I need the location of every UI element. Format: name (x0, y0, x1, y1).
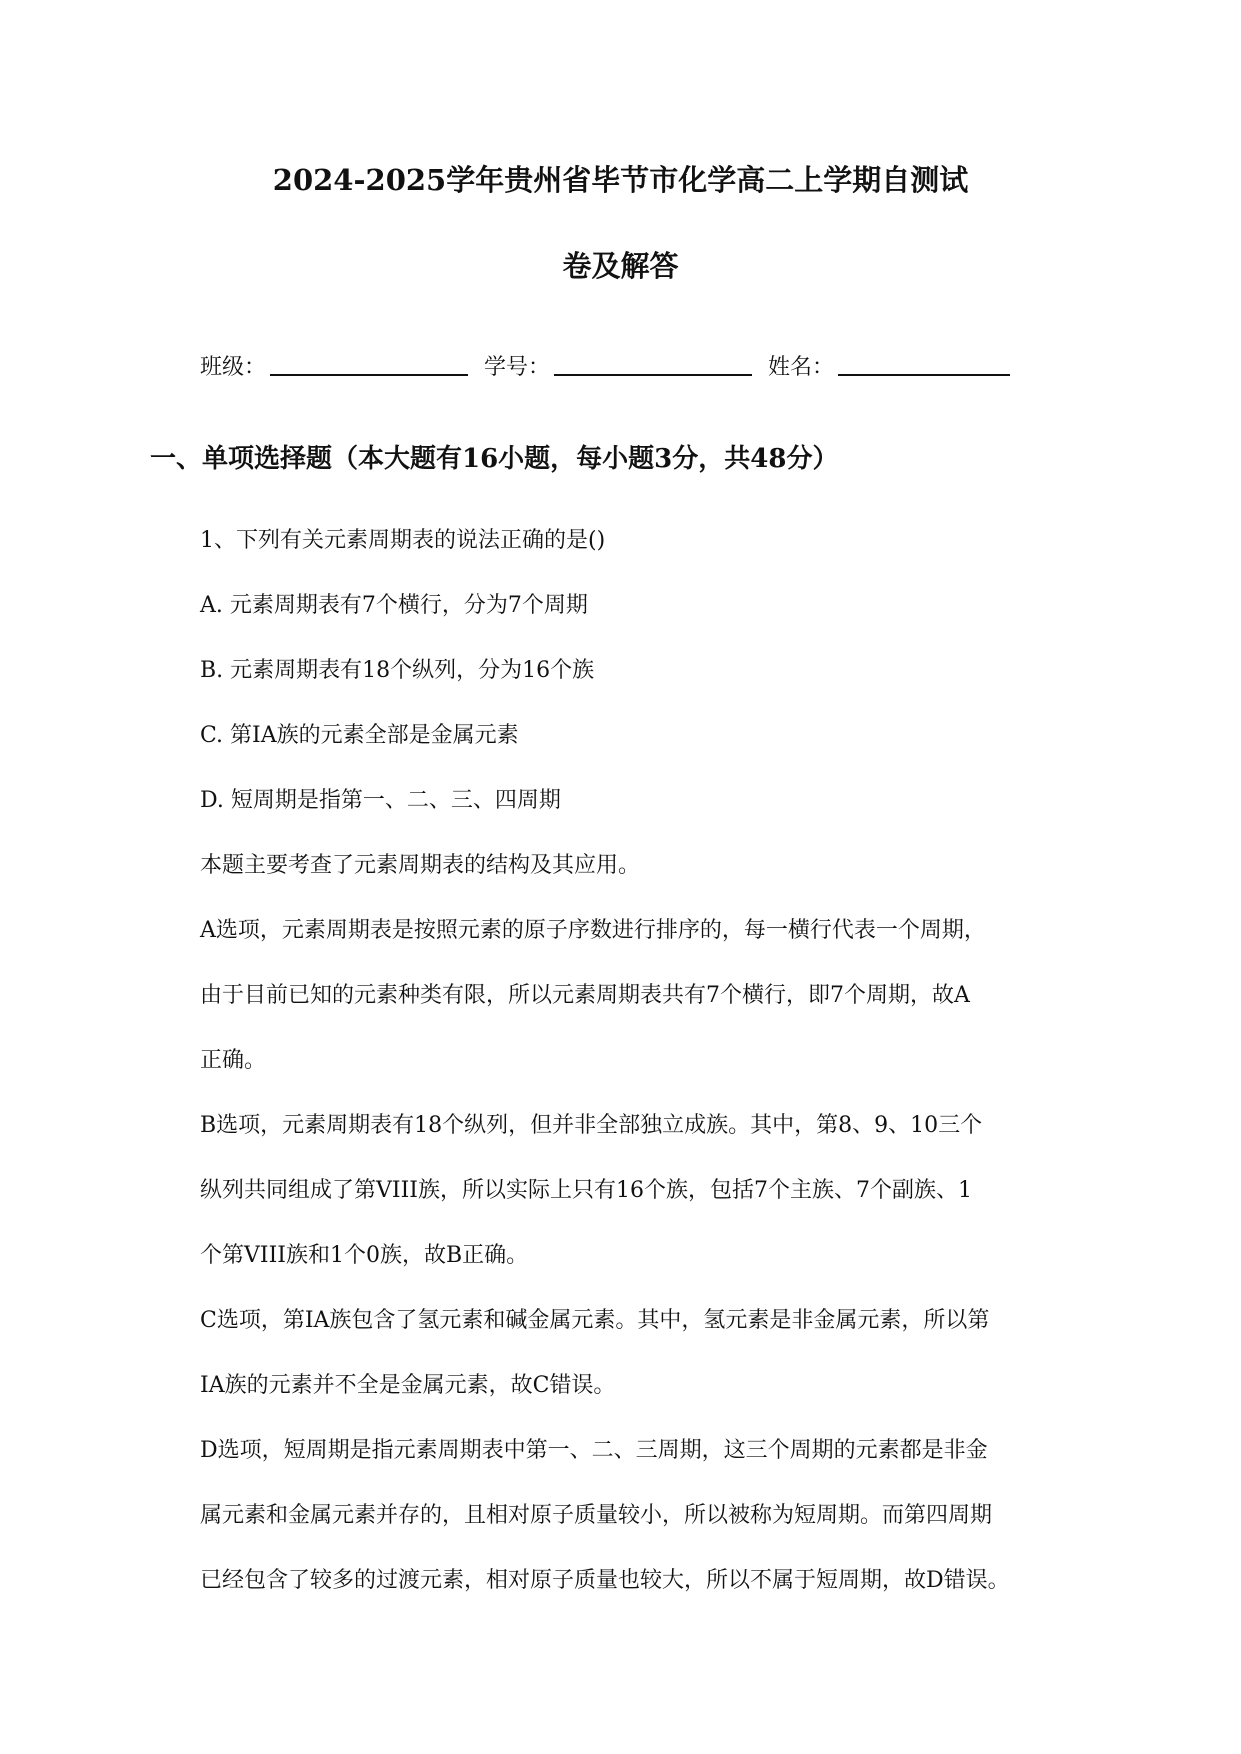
option-d: D. 短周期是指第一、二、三、四周期 (200, 788, 561, 813)
explanation-line: D选项，短周期是指元素周期表中第一、二、三周期，这三个周期的元素都是非金 (200, 1438, 988, 1463)
question-stem: 1、下列有关元素周期表的说法正确的是() (200, 528, 606, 553)
option-c: C. 第IA族的元素全部是金属元素 (200, 723, 519, 748)
explanation-line: 属元素和金属元素并存的，且相对原子质量较小，所以被称为短周期。而第四周期 (200, 1503, 993, 1528)
class-blank (270, 352, 468, 376)
student-info-row (200, 350, 1100, 381)
explanation-line: C选项，第IA族包含了氢元素和碱金属元素。其中，氢元素是非金属元素，所以第 (200, 1308, 990, 1333)
option-b: B. 元素周期表有18个纵列，分为16个族 (200, 658, 595, 683)
option-a: A. 元素周期表有7个横行，分为7个周期 (200, 593, 588, 618)
page-title-line-2: 卷及解答 (562, 249, 679, 283)
name-blank (838, 352, 1010, 376)
page-title-line-1: 2024-2025学年贵州省毕节市化学高二上学期自测试 (272, 163, 969, 197)
name-label: 姓名： (768, 355, 835, 380)
explanation-line: 纵列共同组成了第VIII族，所以实际上只有16个族，包括7个主族、7个副族、1 (200, 1178, 972, 1203)
explanation-line: 本题主要考查了元素周期表的结构及其应用。 (200, 853, 641, 878)
explanation-line: IA族的元素并不全是金属元素，故C错误。 (200, 1373, 616, 1398)
explanation-line: B选项，元素周期表有18个纵列，但并非全部独立成族。其中，第8、9、10三个 (200, 1113, 983, 1138)
student-id-label: 学号： (484, 355, 551, 380)
section-heading: 一、单项选择题（本大题有16小题，每小题3分，共48分） (150, 444, 839, 474)
explanation-line: 已经包含了较多的过渡元素，相对原子质量也较大，所以不属于短周期，故D错误。 (200, 1568, 1010, 1593)
explanation-line: 正确。 (200, 1048, 267, 1073)
explanation-line: 由于目前已知的元素种类有限，所以元素周期表共有7个横行，即7个周期，故A (200, 983, 970, 1008)
explanation-line: A选项，元素周期表是按照元素的原子序数进行排序的，每一横行代表一个周期， (200, 918, 986, 943)
class-label: 班级： (200, 355, 267, 380)
student-id-blank (554, 352, 752, 376)
explanation-line: 个第VIII族和1个0族，故B正确。 (200, 1243, 529, 1268)
